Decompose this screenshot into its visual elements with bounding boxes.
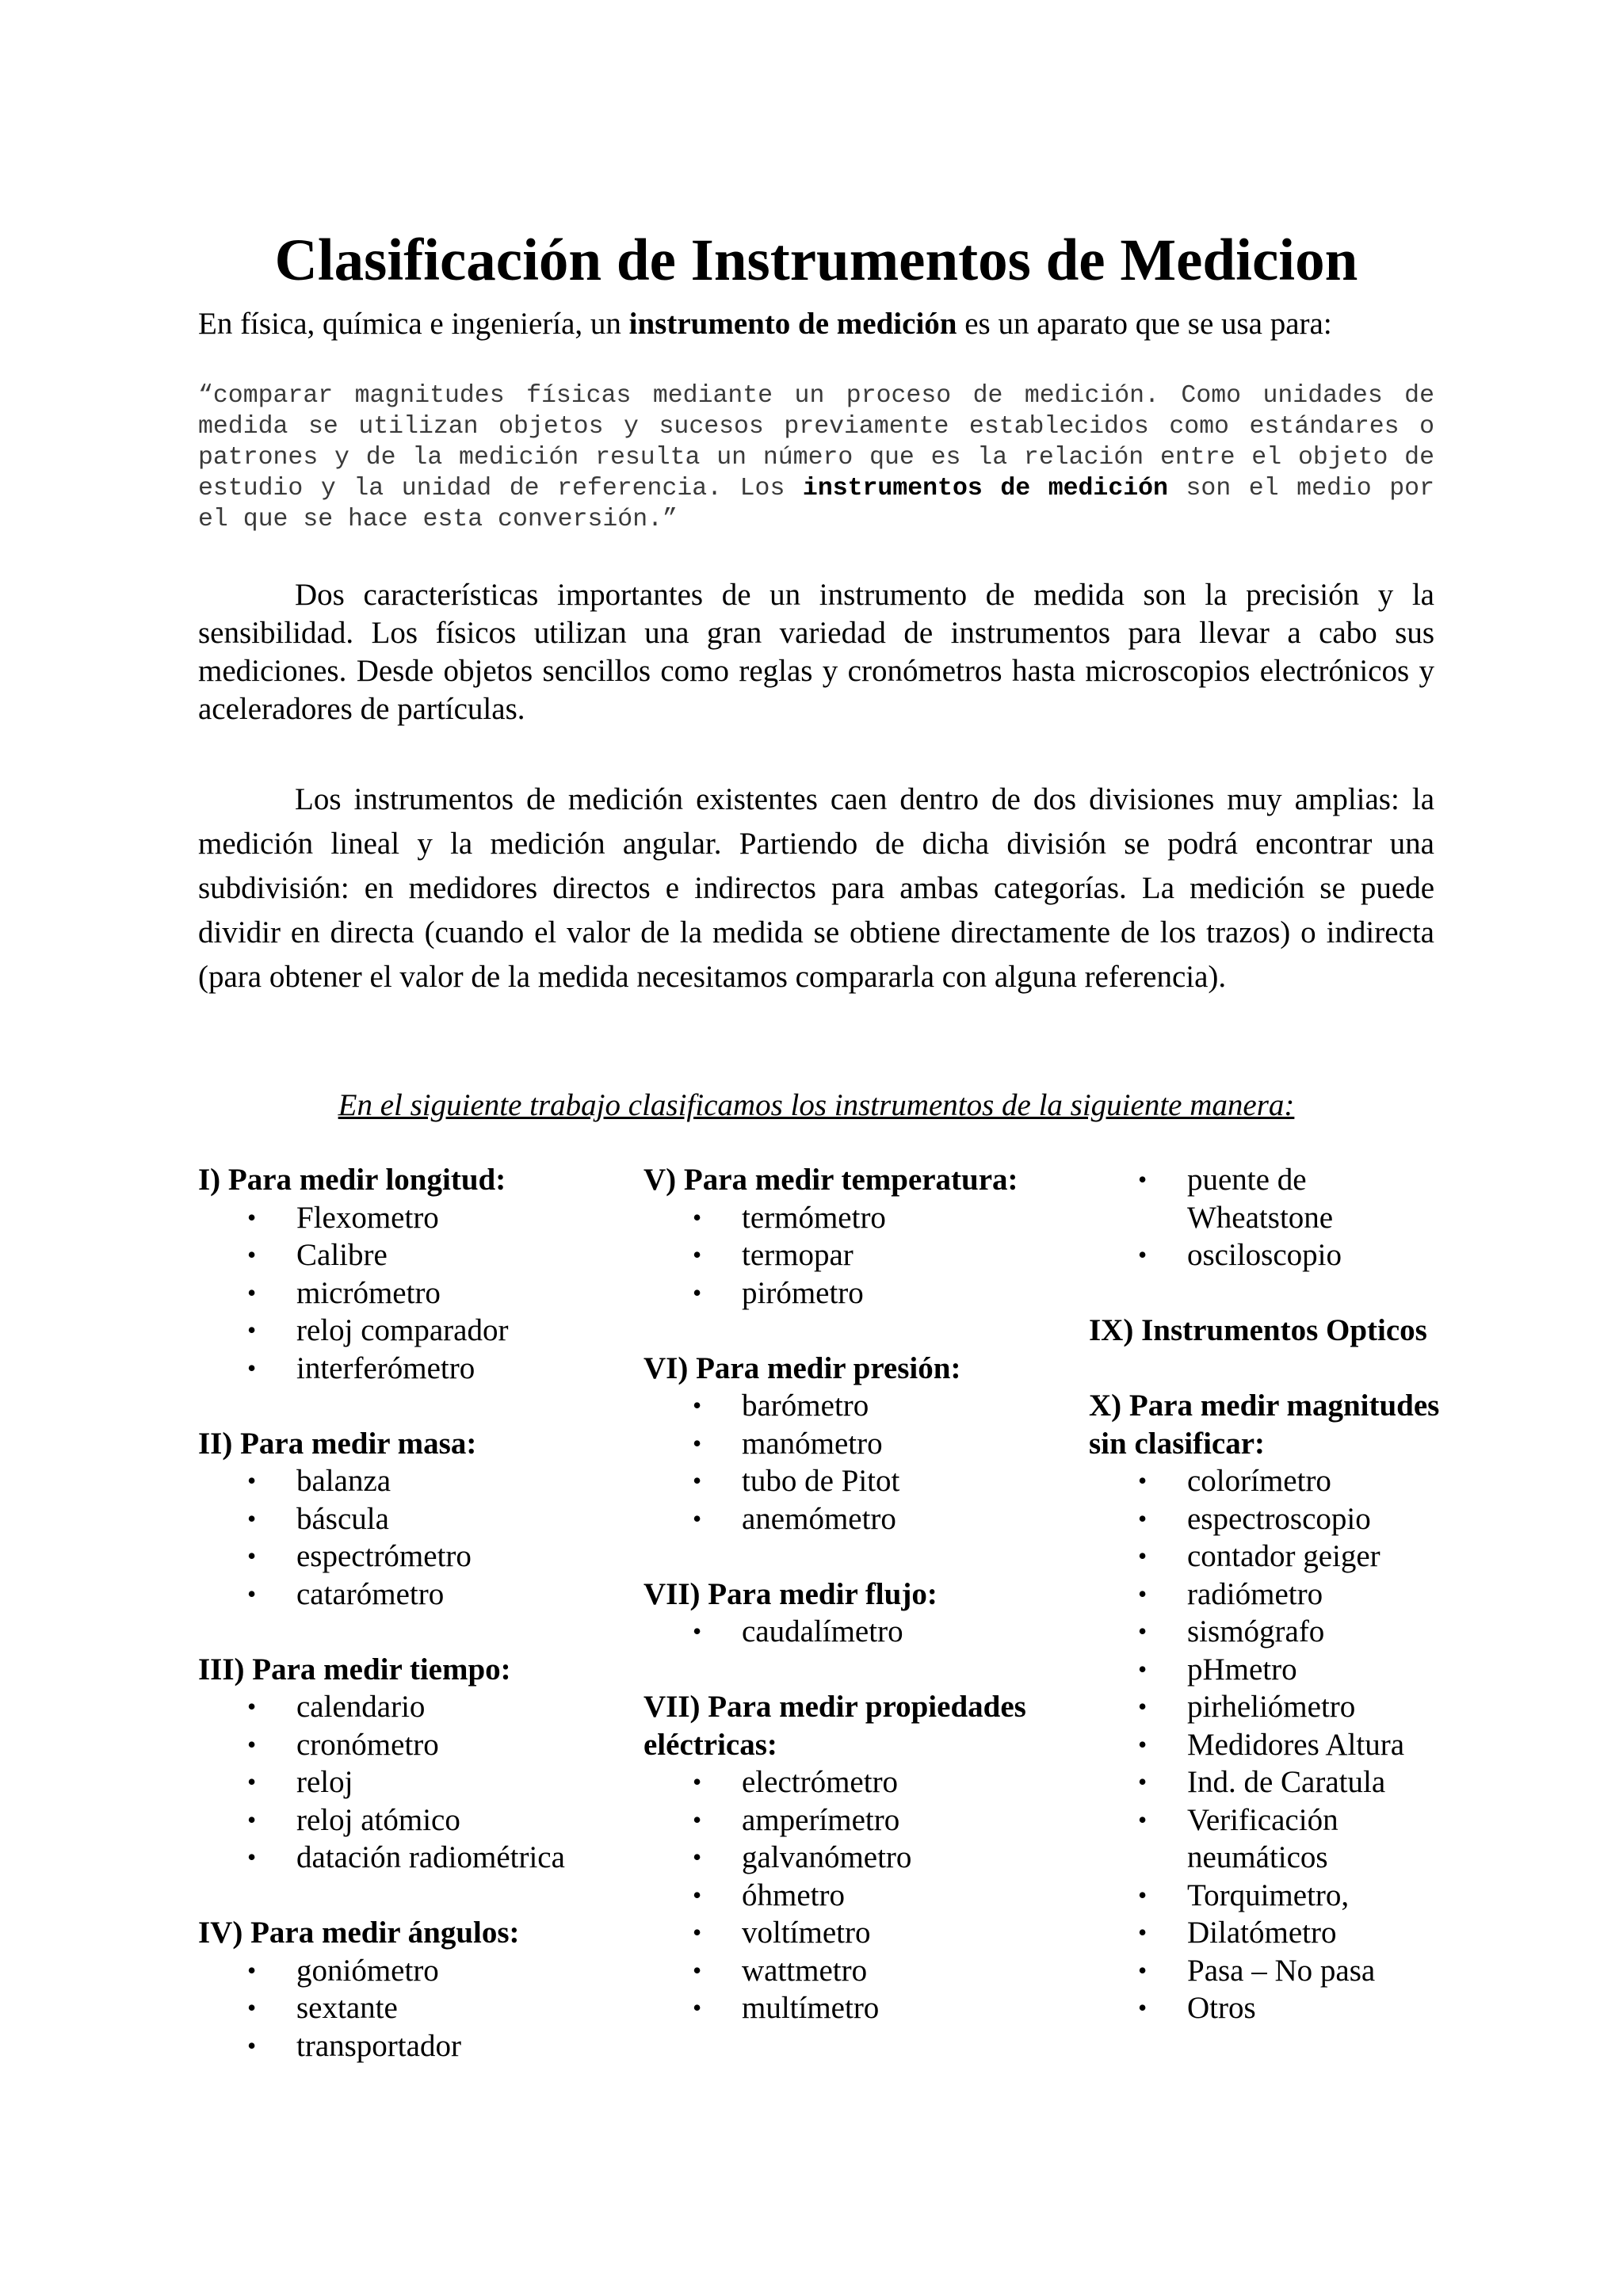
list-item: • espectrómetro (198, 1538, 610, 1576)
category-section (643, 1576, 1056, 1651)
category-title: X) Para medir magnitudes sin clasificar: (1089, 1389, 1440, 1461)
list-item: • anemómetro (643, 1500, 1056, 1538)
list-item: • reloj atómico (198, 1801, 610, 1839)
list-item: • pirómetro (643, 1274, 1056, 1312)
classification-column-3 (1089, 1161, 1453, 2027)
paragraph-characteristics (198, 576, 1434, 728)
instrument-list (643, 1199, 1056, 1312)
list-item: • tubo de Pitot (643, 1462, 1056, 1500)
list-item: • interferómetro (198, 1350, 610, 1388)
instrument-list (198, 1199, 610, 1388)
list-item: • osciloscopio (1089, 1236, 1453, 1274)
list-item: • transportador (198, 2027, 610, 2065)
list-item: • barómetro (643, 1387, 1056, 1425)
classification-subtitle: En el siguiente trabajo clasificamos los instrumentos de la siguiente manera: (338, 1088, 1295, 1122)
instrument-list (198, 1462, 610, 1613)
list-item: • voltímetro (643, 1914, 1056, 1952)
list-item: • sismógrafo (1089, 1613, 1453, 1651)
category-title: I) Para medir longitud: (198, 1163, 506, 1197)
list-item: • puente de Wheatstone (1089, 1161, 1453, 1236)
intro-text-end: es un aparato que se usa para: (957, 307, 1332, 341)
list-item: • Flexometro (198, 1199, 610, 1237)
list-item: • termopar (643, 1236, 1056, 1274)
list-item: • reloj (198, 1763, 610, 1801)
instrument-list (1089, 1161, 1453, 1274)
list-item: • radiómetro (1089, 1576, 1453, 1614)
classification-column-1 (198, 1161, 610, 2065)
list-item: • Medidores Altura (1089, 1726, 1453, 1764)
list-item: • catarómetro (198, 1576, 610, 1614)
list-item: • micrómetro (198, 1274, 610, 1312)
list-item: • Dilatómetro (1089, 1914, 1453, 1952)
list-item: • reloj comparador (198, 1312, 610, 1350)
category-section (198, 1651, 610, 1877)
list-item: • amperímetro (643, 1801, 1056, 1839)
quote-text-end: son el medio por el que se hace esta conversión.” (198, 475, 1434, 533)
category-section (1089, 1387, 1453, 2027)
list-item: • Torquimetro, (1089, 1877, 1453, 1915)
list-item: • manómetro (643, 1425, 1056, 1463)
category-section (1089, 1312, 1453, 1350)
list-item: • Calibre (198, 1236, 610, 1274)
list-item: • cronómetro (198, 1726, 610, 1764)
list-item: • sextante (198, 1989, 610, 2027)
list-item: • goniómetro (198, 1952, 610, 1990)
category-title: VI) Para medir presión: (643, 1350, 961, 1385)
list-item: • Ind. de Caratula (1089, 1763, 1453, 1801)
category-section (643, 1350, 1056, 1538)
instrument-list (198, 1952, 610, 2065)
intro-sentence (198, 306, 1434, 343)
definition-quote (198, 380, 1434, 535)
instrument-list (643, 1387, 1056, 1538)
paragraph-1-text: Dos características importantes de un instrumento de medida son la precisión y la sensibilidad. Los físicos utilizan una gran variedad de instrumentos para llevar a cabo sus mediciones. Desde objetos sencillos como reglas y cronómetros hasta microscopios electrónicos y aceleradores de partículas. (198, 578, 1434, 726)
intro-bold-term: instrumento de medición (628, 307, 957, 341)
category-title: IV) Para medir ángulos: (198, 1916, 520, 1950)
category-title: V) Para medir temperatura: (643, 1163, 1018, 1197)
list-item: • pirheliómetro (1089, 1688, 1453, 1726)
category-title: II) Para medir masa: (198, 1426, 477, 1461)
category-section (643, 1688, 1056, 2027)
category-section (643, 1161, 1056, 1312)
list-item: • balanza (198, 1462, 610, 1500)
list-item: • caudalímetro (643, 1613, 1056, 1651)
list-item: • termómetro (643, 1199, 1056, 1237)
list-item: • contador geiger (1089, 1538, 1453, 1576)
quote-text: “comparar magnitudes físicas mediante un proceso de medición. Como unidades de medida se utilizan objetos y sucesos previamente establecidos como estándares o patrones y de la medición resulta un número que es la relación entre el objeto de estudio y la unidad de referencia. Los (198, 382, 1434, 502)
list-item: • báscula (198, 1500, 610, 1538)
intro-text-start: En física, química e ingeniería, un (198, 307, 629, 341)
list-item: • pHmetro (1089, 1651, 1453, 1689)
category-title: VII) Para medir flujo: (643, 1576, 938, 1611)
list-item: • multímetro (643, 1989, 1056, 2027)
category-section (198, 1161, 610, 1387)
list-item: • Otros (1089, 1989, 1453, 2027)
category-title: III) Para medir tiempo: (198, 1652, 511, 1687)
list-item: • Verificación neumáticos (1089, 1801, 1453, 1877)
list-item: • galvanómetro (643, 1839, 1056, 1877)
list-item: • Pasa – No pasa (1089, 1952, 1453, 1990)
instrument-list (198, 1688, 610, 1877)
category-section (1089, 1161, 1453, 1274)
quote-bold-term: instrumentos de medición (802, 475, 1168, 502)
instrument-list (643, 1763, 1056, 2027)
classification-column-2 (643, 1161, 1056, 2027)
instrument-list (643, 1613, 1056, 1651)
instrument-list (1089, 1462, 1453, 2027)
category-title: VII) Para medir propiedades eléctricas: (643, 1690, 1026, 1762)
category-section (198, 1425, 610, 1614)
list-item: • calendario (198, 1688, 610, 1726)
category-title: IX) Instrumentos Opticos (1089, 1313, 1427, 1347)
paragraph-divisions (198, 777, 1434, 999)
list-item: • colorímetro (1089, 1462, 1453, 1500)
list-item: • wattmetro (643, 1952, 1056, 1990)
page-title: Clasificación de Instrumentos de Medicion (274, 227, 1358, 294)
list-item: • datación radiométrica (198, 1839, 610, 1877)
category-section (198, 1914, 610, 2065)
list-item: • espectroscopio (1089, 1500, 1453, 1538)
paragraph-2-text: Los instrumentos de medición existentes caen dentro de dos divisiones muy amplias: la medición lineal y la medición angular. Partiendo de dicha división se podrá encontrar una subdivisión: en medidores directos e indirectos para ambas categorías. La medición se puede dividir en directa (cuando el valor de la medida se obtiene directamente de los trazos) o indirecta (para obtener el valor de la medida necesitamos compararla con alguna referencia). (198, 782, 1434, 994)
list-item: • óhmetro (643, 1877, 1056, 1915)
list-item: • electrómetro (643, 1763, 1056, 1801)
